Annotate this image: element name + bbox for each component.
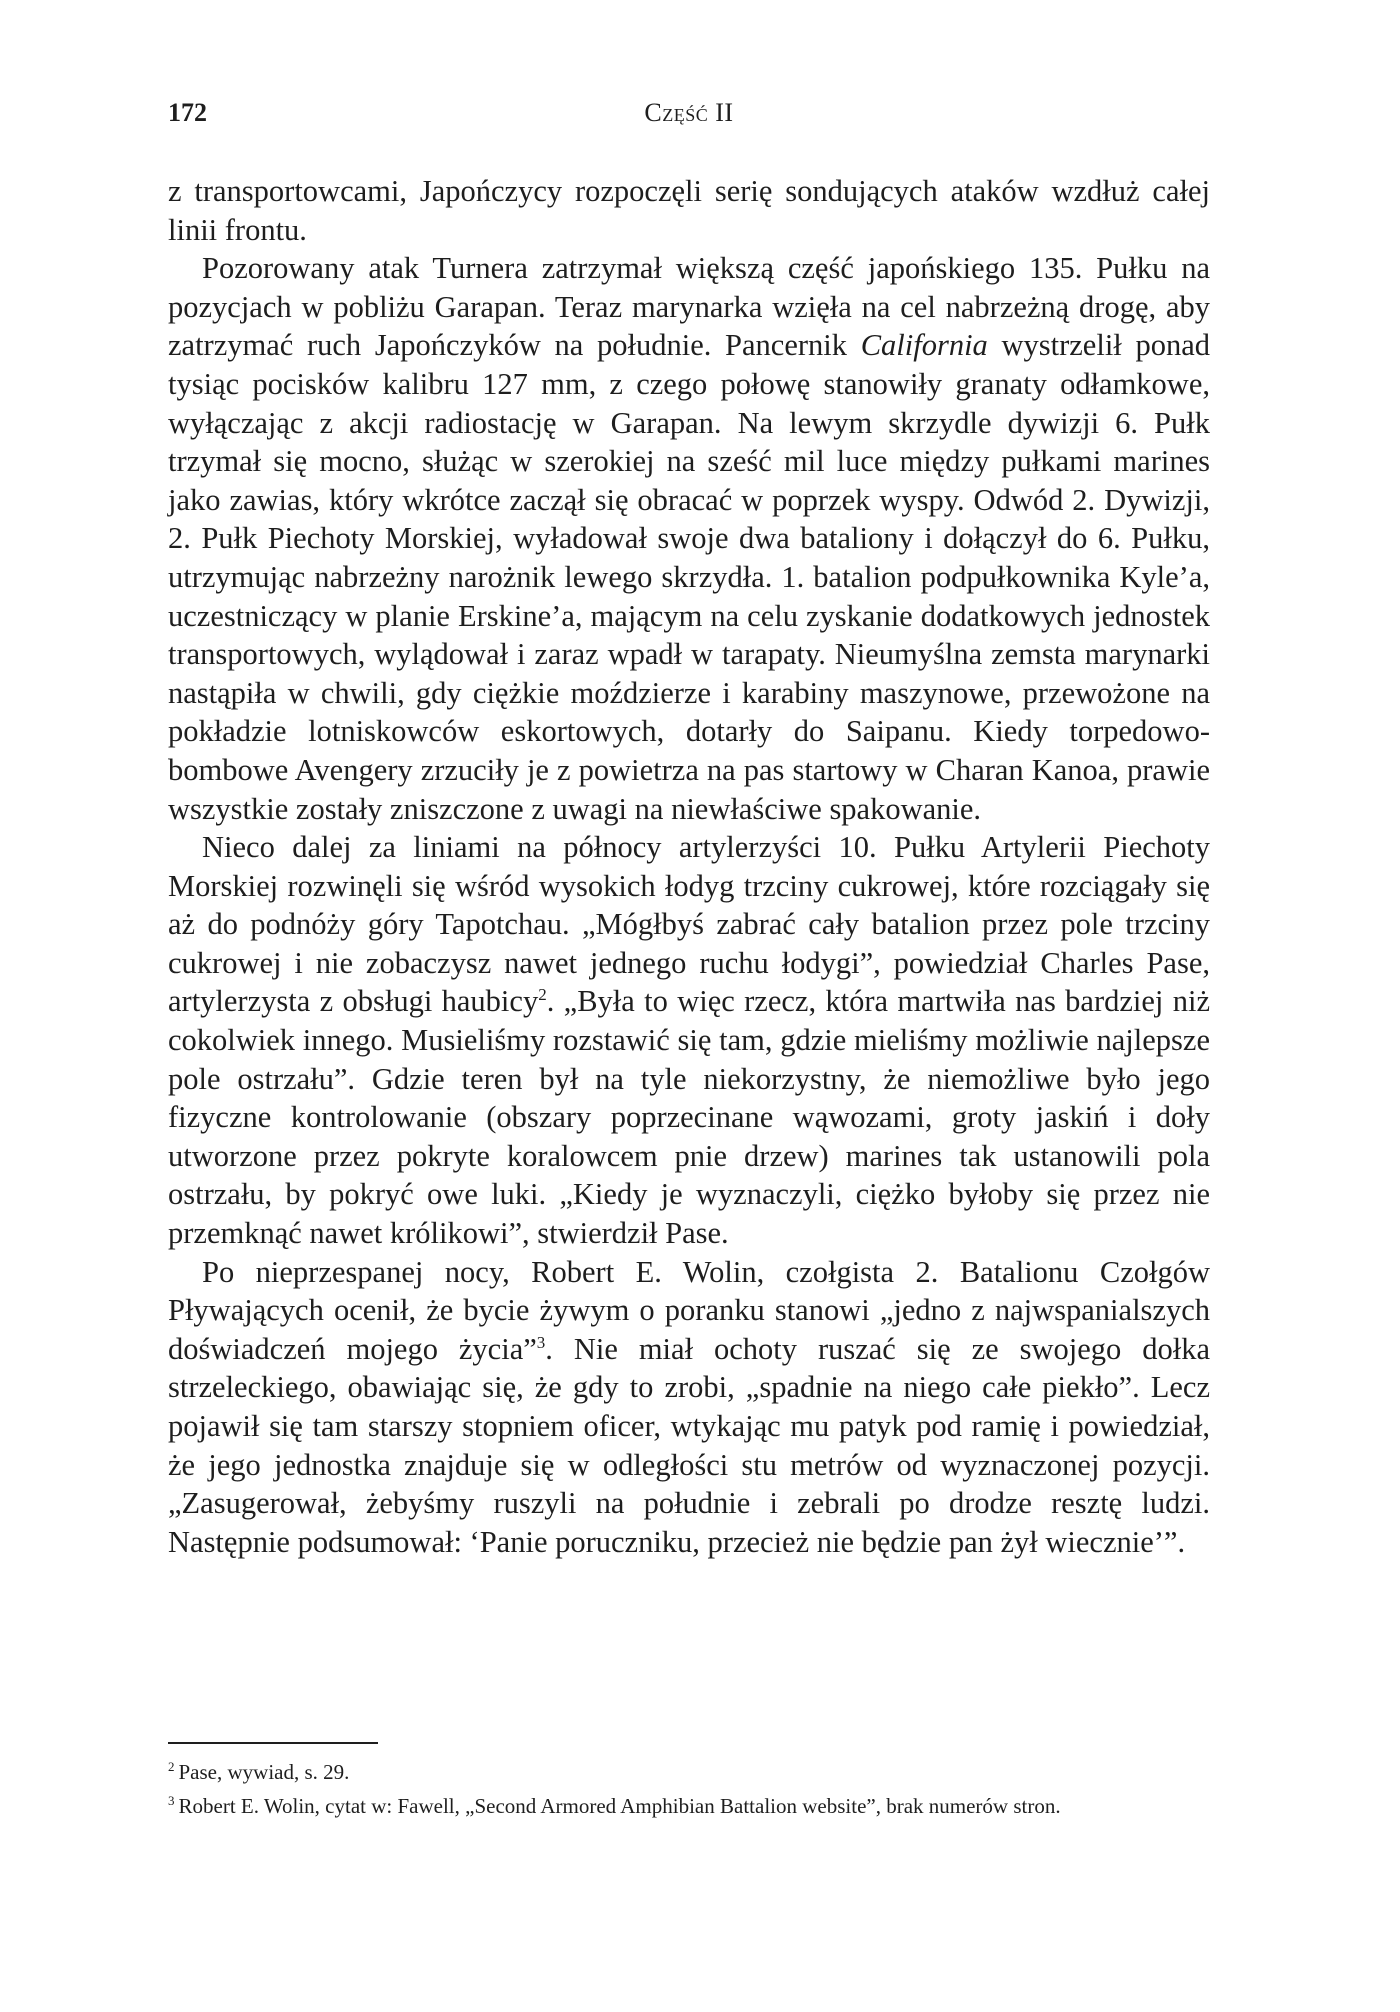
paragraph-4-text-b: . Nie miał ochoty ruszać się ze swojego dołka strzeleckiego, obawiając się, że gdy to zrobi, „spadnie na niego całe piekło”. Lecz pojawił się tam starszy stopniem oficer, wtykając mu patyk pod ramię i powiedział, że jego jednostka znajduje się w odległości stu metrów od wyznaczonej pozycji. „Zasugerował, żebyśmy ruszyli na południe i zebrali po drodze resztę ludzi. Następnie podsumował: ‘Panie poruczniku, przecież nie będzie pan żył wiecznie’”. (168, 1331, 1210, 1559)
footnote-2 (168, 1758, 1210, 1786)
running-title: Część II (644, 98, 734, 127)
paragraph-3 (168, 828, 1210, 1253)
paragraph-4 (168, 1253, 1210, 1562)
running-header (168, 98, 1210, 138)
footnotes (168, 1758, 1210, 1826)
paragraph-1: z transportowcami, Japończycy rozpoczęli serię sondujących ataków wzdłuż całej linii frontu. (168, 174, 1210, 247)
main-text (168, 172, 1210, 1561)
paragraph-2-text-b: wystrzelił ponad tysiąc pocisków kalibru 127 mm, z czego połowę stanowiły granaty odłamkowe, wyłączając z akcji radiostację w Garapan. Na lewym skrzydle dywizji 6. Pułk trzymał się mocno, służąc w szerokiej na sześć mil luce między pułkami marines jako zawias, który wkrótce zaczął się obracać w poprzek wyspy. Odwód 2. Dywizji, 2. Pułk Piechoty Morskiej, wyładował swoje dwa bataliony i dołączył do 6. Pułku, utrzymując nabrzeżny narożnik lewego skrzydła. 1. batalion podpułkownika Kyle’a, uczestniczący w planie Erskine’a, mającym na celu zyskanie dodatkowych jednostek transportowych, wylądował i zaraz wpadł w tarapaty. Nieumyślna zemsta marynarki nastąpiła w chwili, gdy ciężkie moździerze i karabiny maszynowe, przewożone na pokładzie lotniskowców eskortowych, dotarły do Saipanu. Kiedy torpedowo-bombowe Avengery zrzuciły je z powietrza na pas startowy w Charan Kanoa, prawie wszystkie zostały zniszczone z uwagi na niewłaściwe spakowanie. (168, 328, 1210, 826)
footnote-3 (168, 1792, 1210, 1820)
paragraph-3-text-b: . „Była to więc rzecz, która martwiła nas bardziej niż cokolwiek innego. Musieliśmy rozstawić się tam, gdzie mieliśmy możliwie najlepsze pole ostrzału”. Gdzie teren był na tyle niekorzystny, że niemożliwe było jego fizyczne kontrolowanie (obszary poprzecinane wąwozami, groty jaskiń i doły utworzone przez pokryte koralowcem pnie drzew) marines tak ustanowili pola ostrzału, by pokryć owe luki. „Kiedy je wyznaczyli, ciężko byłoby się przez nie przemknąć nawet królikowi”, stwierdził Pase. (168, 984, 1210, 1251)
footnote-divider (168, 1742, 378, 1744)
paragraph-4-text-a: Po nieprzespanej nocy, Robert E. Wolin, czołgista 2. Batalionu Czołgów Pływających ocenił, że bycie żywym o poranku stanowi „jedno z najwspanialszych doświadczeń mojego życia” (168, 1254, 1210, 1366)
footnote-reference-3[interactable]: 3 (536, 1332, 546, 1352)
page-number: 172 (168, 98, 207, 127)
footnote-text-3: Robert E. Wolin, cytat w: Fawell, „Second Armored Amphibian Battalion website”, brak numerów stron. (178, 1794, 1061, 1818)
paragraph-2-text-a: Pozorowany atak Turnera zatrzymał większą część japońskiego 135. Pułku na pozycjach w pobliżu Garapan. Teraz marynarka wzięła na cel nabrzeżną drogę, aby zatrzymać ruch Japończyków na południe. Pancernik (168, 251, 1210, 363)
footnote-mark-3: 3 (168, 1793, 175, 1808)
footnote-text-2: Pase, wywiad, s. 29. (178, 1760, 350, 1784)
footnote-mark-2: 2 (168, 1759, 175, 1774)
footnote-reference-2[interactable]: 2 (538, 985, 547, 1005)
paragraph-2 (168, 249, 1210, 828)
paragraph-3-text-a: Nieco dalej za liniami na północy artylerzyści 10. Pułku Artylerii Piechoty Morskiej rozwinęli się wśród wysokich łodyg trzciny cukrowej, które rozciągały się aż do podnóży góry Tapotchau. „Mógłbyś zabrać cały batalion przez pole trzciny cukrowej i nie zobaczysz nawet jednego ruchu łodygi”, powiedział Charles Pase, artylerzysta z obsługi haubicy (168, 830, 1210, 1019)
ship-name-italic: California (860, 328, 988, 363)
